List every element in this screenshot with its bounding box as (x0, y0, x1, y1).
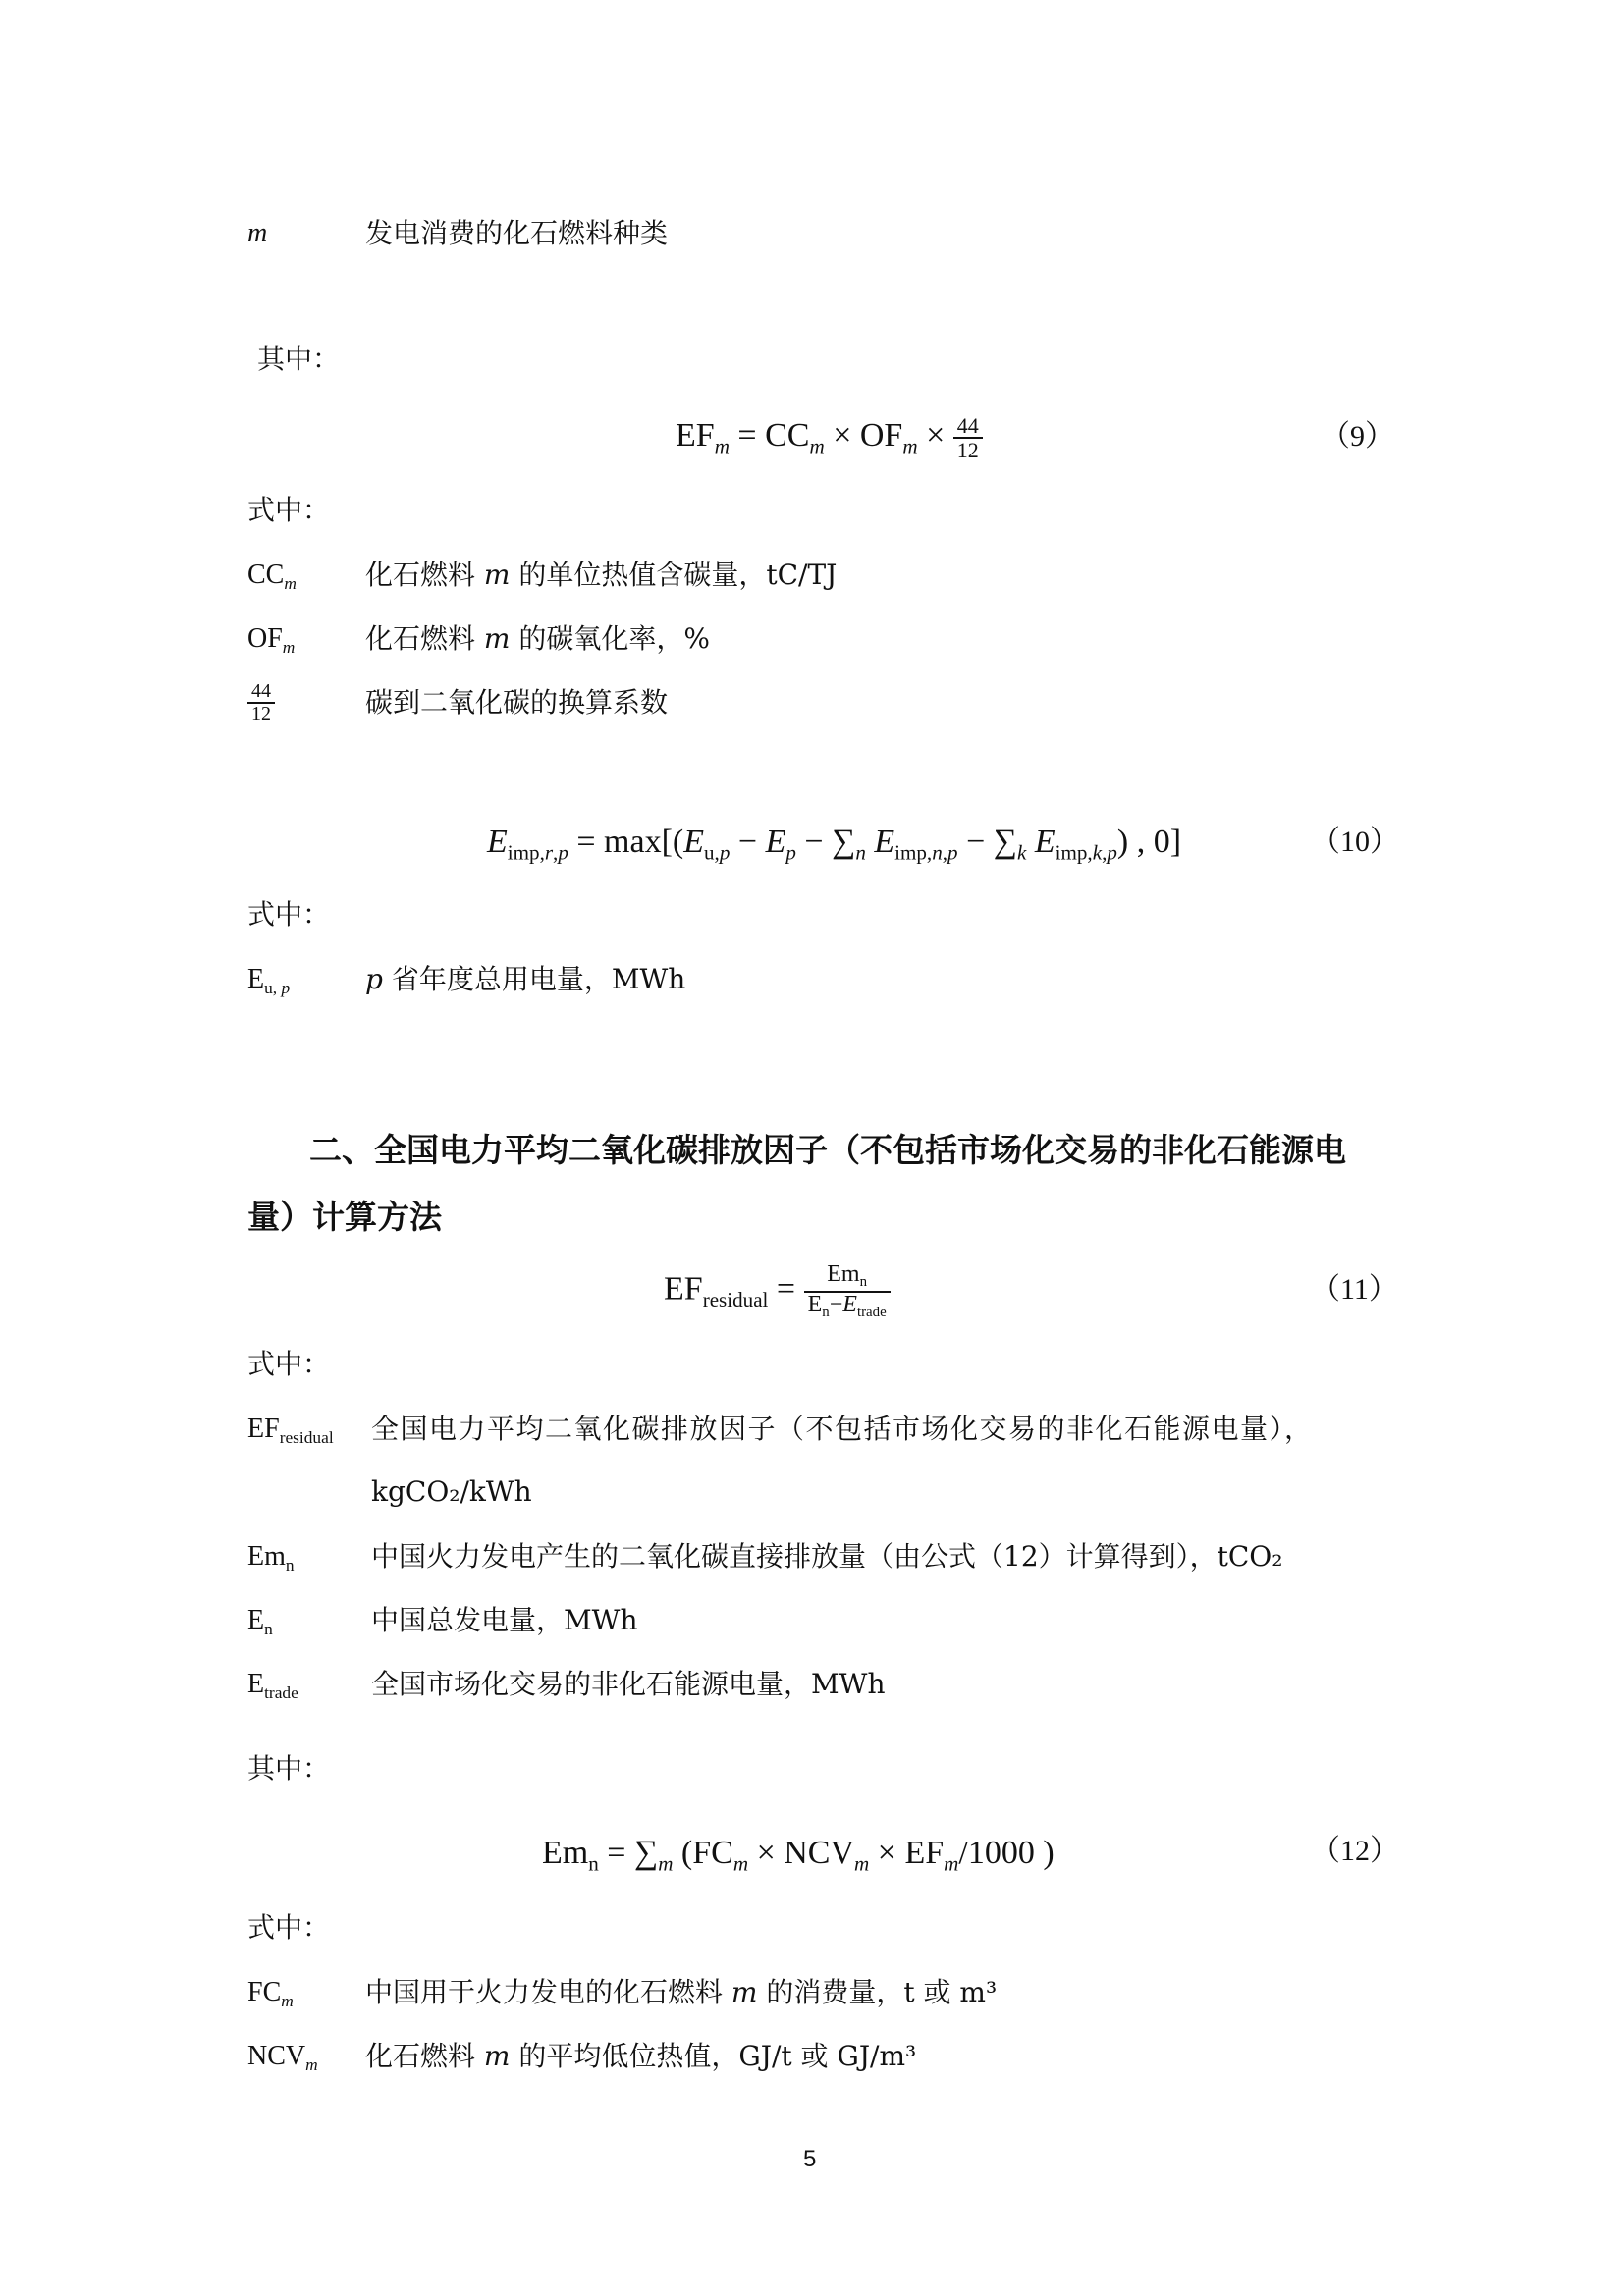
label-shizhong-11: 式中： (247, 1348, 331, 1380)
equation-11: $EF_{residual}$ = $\frac{Em_n}{E_n-E_{trade}}$ (664, 1262, 891, 1323)
label-shizhong-10: 式中： (247, 898, 331, 931)
definition-e-u-p: p 省年度总用电量，MWh (365, 963, 686, 995)
label-qizhong: 其中： (257, 343, 341, 375)
equation-number-10: （10） (1311, 826, 1399, 858)
symbol-em-n: $Em_n$ (247, 1541, 295, 1575)
symbol-e-u-p: $E_{u, p}$ (247, 964, 291, 998)
equation-10: $E_{imp,r,p} = \max[(E_{u,p} - E_p - \sum_n$ $E_{imp,n,p} - \sum_k$ $E_{imp,k,p}$) , 0] (487, 824, 1182, 865)
equation-12: $Em_n = \sum_m$ ($FC_m \times NCV_m \times EF_m/1000$ ) (542, 1835, 1055, 1876)
symbol-ncv-m: $NCV_m$ (247, 2041, 318, 2075)
equation-number-9: （9） (1321, 420, 1394, 453)
label-shizhong-9: 式中： (247, 494, 331, 526)
definition-m: 发电消费的化石燃料种类 (365, 217, 669, 249)
definition-fc-m: 中国用于火力发电的化石燃料 m 的消费量，t 或 m³ (365, 1976, 998, 2008)
equation-number-12: （12） (1311, 1835, 1399, 1867)
definition-ncv-m: 化石燃料 m 的平均低位热值，GJ/t 或 GJ/m³ (365, 2040, 917, 2072)
label-qizhong-12: 其中： (247, 1752, 331, 1785)
equation-9: $EF_m = CC_m \times OF_m$ × $\frac{44}{12}$ (676, 412, 983, 469)
definition-ef-residual: 全国电力平均二氧化碳排放因子（不包括市场化交易的非化石能源电量）， (371, 1413, 1314, 1445)
label-shizhong-12: 式中： (247, 1911, 331, 1944)
section-heading-line2: 量）计算方法 (247, 1198, 442, 1236)
equation-number-11: （11） (1311, 1273, 1398, 1306)
section-heading-line1: 二、全国电力平均二氧化碳排放因子（不包括市场化交易的非化石能源电 (309, 1131, 1346, 1169)
symbol-of-m: $OF_m$ (247, 623, 296, 658)
definition-e-trade: 全国市场化交易的非化石能源电量，MWh (371, 1668, 886, 1700)
definition-ratio: 碳到二氧化碳的换算系数 (365, 686, 669, 719)
definition-e-n: 中国总发电量，MWh (371, 1604, 638, 1636)
symbol-ef-residual: $EF_{residual}$ (247, 1414, 334, 1448)
symbol-e-trade: $E_{trade}$ (247, 1669, 298, 1703)
definition-of-m: 化石燃料 m 的碳氧化率，% (365, 622, 710, 655)
definition-cc-m: 化石燃料 m 的单位热值含碳量，tC/TJ (365, 559, 838, 591)
symbol-ratio: $\frac{44}{12}$ (247, 681, 275, 724)
page-number: 5 (803, 2146, 817, 2172)
definition-em-n: 中国火力发电产生的二氧化碳直接排放量（由公式（12）计算得到），tCO₂ (371, 1540, 1283, 1573)
symbol-e-n: $E_n$ (247, 1605, 273, 1639)
symbol-fc-m: $FC_m$ (247, 1977, 294, 2011)
symbol-m: m (247, 218, 268, 248)
symbol-cc-m: $CC_m$ (247, 560, 297, 594)
definition-ef-residual-unit: kgCO₂/kWh (371, 1475, 532, 1508)
